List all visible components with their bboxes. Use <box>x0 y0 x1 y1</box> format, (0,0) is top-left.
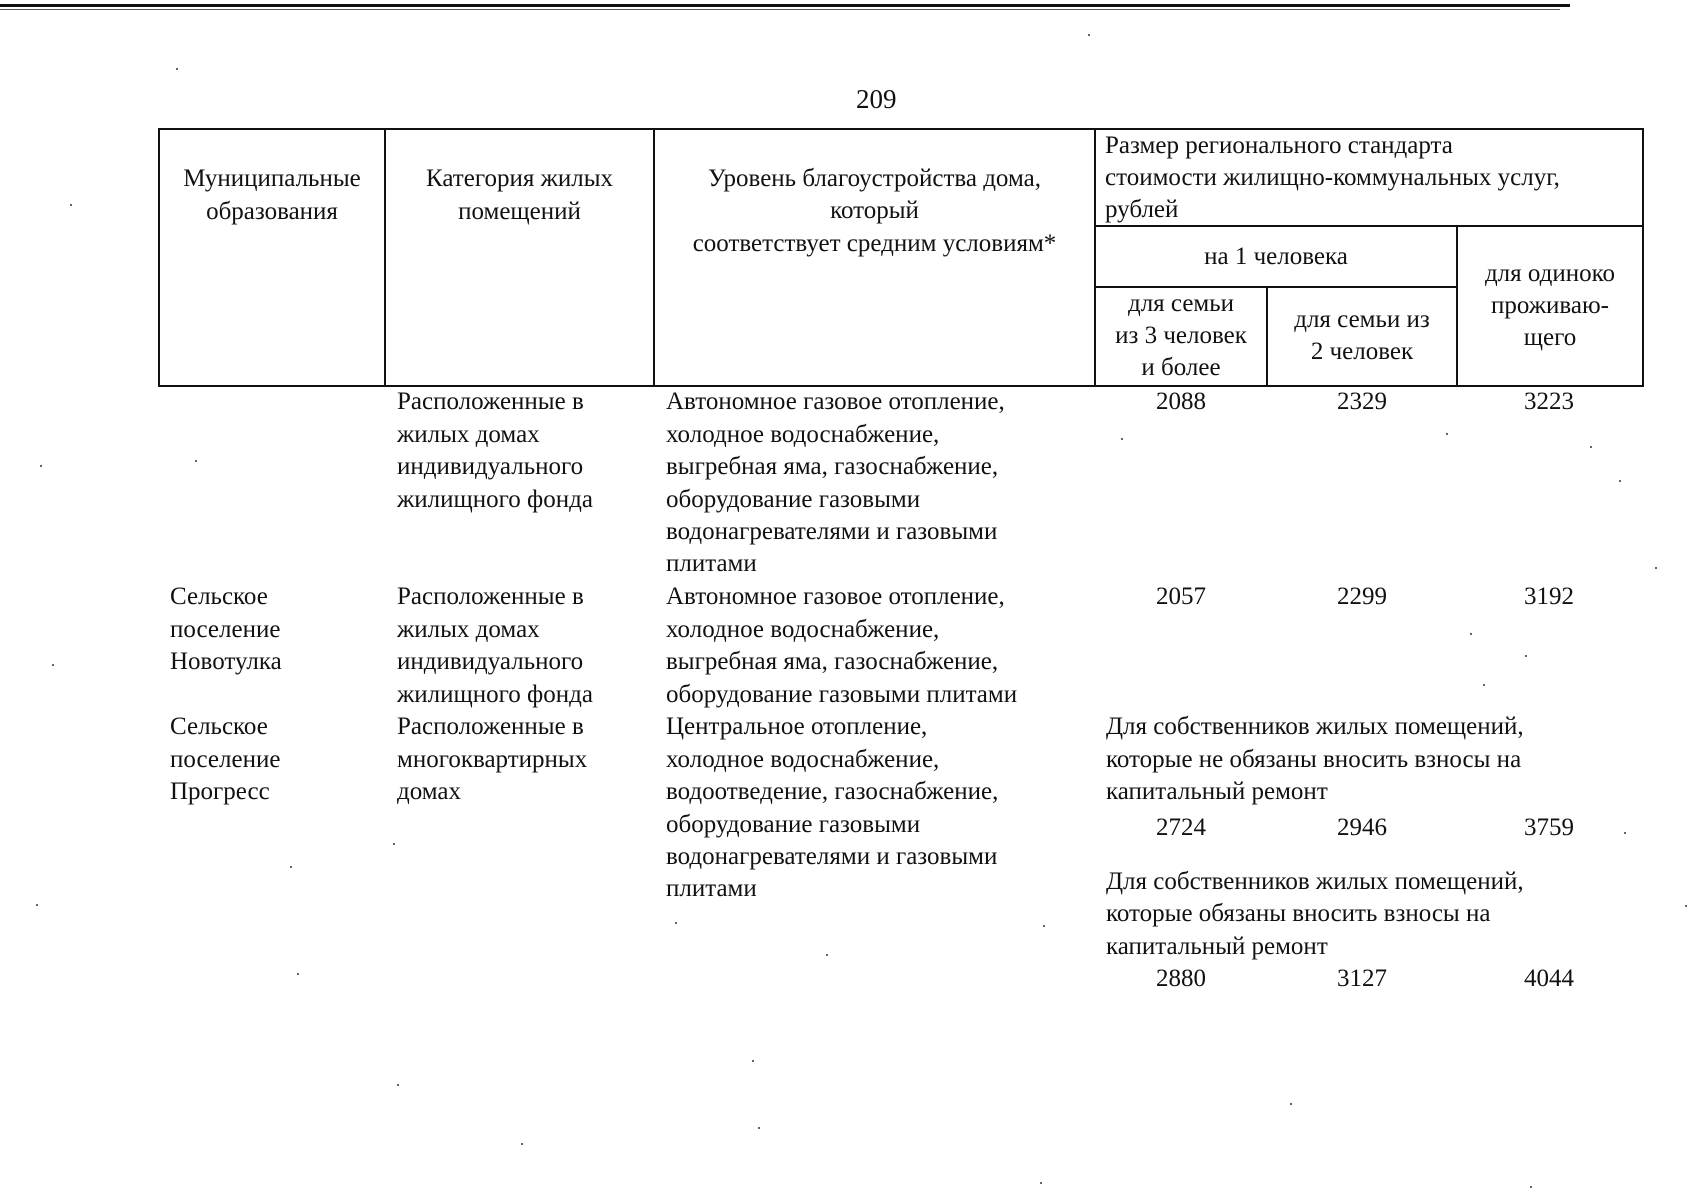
row2-level-l4: оборудование газовыми плитами <box>666 681 1018 708</box>
row1-level-l2: холодное водоснабжение, <box>666 421 940 448</box>
row3-category-l3: домах <box>397 778 461 805</box>
row3-level-l5: водонагревателями и газовыми <box>666 843 998 870</box>
row1-level-l6: плитами <box>666 550 757 577</box>
row2-value-single: 3192 <box>1524 583 1574 610</box>
row2-category-l1: Расположенные в <box>397 583 584 610</box>
row2-category-l2: жилых домах <box>397 616 540 643</box>
header-single-line1: для одиноко <box>1484 260 1616 287</box>
row2-value-family2: 2299 <box>1337 583 1387 610</box>
header-single-line2: проживаю- <box>1491 292 1609 319</box>
row1-category-l3: индивидуального <box>397 453 584 480</box>
row2-category-l4: жилищного фонда <box>397 681 593 708</box>
header-family2-line1: для семьи из <box>1294 306 1430 333</box>
header-family3-line3: и более <box>1141 354 1221 381</box>
row2-municipality-l3: Новотулка <box>170 648 282 675</box>
row3-level-l3: водоотведение, газоснабжение, <box>666 778 999 805</box>
header-family3-line1: для семьи <box>1127 290 1235 317</box>
row3-note2-l3: капитальный ремонт <box>1106 933 1328 960</box>
header-level-line2: который <box>830 197 919 224</box>
page-number: 209 <box>856 84 897 114</box>
row3-note1-l3: капитальный ремонт <box>1106 778 1328 805</box>
row3-value2-single: 4044 <box>1524 965 1574 992</box>
row2-municipality-l1: Сельское <box>170 583 268 610</box>
row3-value1-single: 3759 <box>1524 814 1574 841</box>
row3-value1-family3: 2724 <box>1156 814 1206 841</box>
row3-level-l4: оборудование газовыми <box>666 811 921 838</box>
row3-note2-l2: которые обязаны вносить взносы на <box>1106 900 1491 927</box>
header-standard-line3: рублей <box>1105 196 1179 223</box>
header-single-line3: щего <box>1523 324 1577 351</box>
row2-level-l2: холодное водоснабжение, <box>666 616 940 643</box>
row3-value2-family2: 3127 <box>1337 965 1387 992</box>
row1-category-l4: жилищного фонда <box>397 486 593 513</box>
row3-value1-family2: 2946 <box>1337 814 1387 841</box>
row1-category-l2: жилых домах <box>397 421 540 448</box>
row3-level-l6: плитами <box>666 875 757 902</box>
header-family3-line2: из 3 человек <box>1115 322 1247 349</box>
header-level-line3: соответствует средним условиям* <box>692 230 1057 257</box>
row1-value-single: 3223 <box>1524 388 1574 415</box>
row1-level-l5: водонагревателями и газовыми <box>666 518 998 545</box>
header-col-divider-2 <box>653 128 655 387</box>
header-level-line1: Уровень благоустройства дома, <box>708 165 1041 192</box>
row3-value2-family3: 2880 <box>1156 965 1206 992</box>
row3-level-l1: Центральное отопление, <box>666 713 928 740</box>
row2-level-l1: Автономное газовое отопление, <box>666 583 1005 610</box>
header-col-divider-1 <box>384 128 386 387</box>
row1-level-l1: Автономное газовое отопление, <box>666 388 1005 415</box>
row2-value-family3: 2057 <box>1156 583 1206 610</box>
row3-note2-l1: Для собственников жилых помещений, <box>1106 868 1524 895</box>
row1-value-family2: 2329 <box>1337 388 1387 415</box>
row2-category-l3: индивидуального <box>397 648 584 675</box>
row3-category-l1: Расположенные в <box>397 713 584 740</box>
row3-level-l2: холодное водоснабжение, <box>666 746 940 773</box>
page-top-border <box>0 4 1570 7</box>
header-border-right <box>1642 128 1644 387</box>
header-municipality: Муниципальные образования <box>183 165 361 225</box>
row3-municipality-l2: поселение <box>170 746 281 773</box>
row2-level-l3: выгребная яма, газоснабжение, <box>666 648 999 675</box>
row3-note1-l2: которые не обязаны вносить взносы на <box>1106 746 1522 773</box>
row2-municipality-l2: поселение <box>170 616 281 643</box>
row3-note1-l1: Для собственников жилых помещений, <box>1106 713 1524 740</box>
row1-category-l1: Расположенные в <box>397 388 584 415</box>
header-family2-line2: 2 человек <box>1310 338 1414 365</box>
header-border-left <box>158 128 160 387</box>
row1-level-l4: оборудование газовыми <box>666 486 921 513</box>
page-top-border-thin <box>0 9 1560 10</box>
header-per-person: на 1 человека <box>1204 243 1348 270</box>
row3-municipality-l3: Прогресс <box>170 778 270 805</box>
header-standard-line1: Размер регионального стандарта <box>1105 132 1453 159</box>
row3-category-l2: многоквартирных <box>397 746 588 773</box>
row1-level-l3: выгребная яма, газоснабжение, <box>666 453 999 480</box>
row1-value-family3: 2088 <box>1156 388 1206 415</box>
header-category: Категория жилых помещений <box>426 165 613 225</box>
header-standard-line2: стоимости жилищно-коммунальных услуг, <box>1105 164 1560 191</box>
row3-municipality-l1: Сельское <box>170 713 268 740</box>
